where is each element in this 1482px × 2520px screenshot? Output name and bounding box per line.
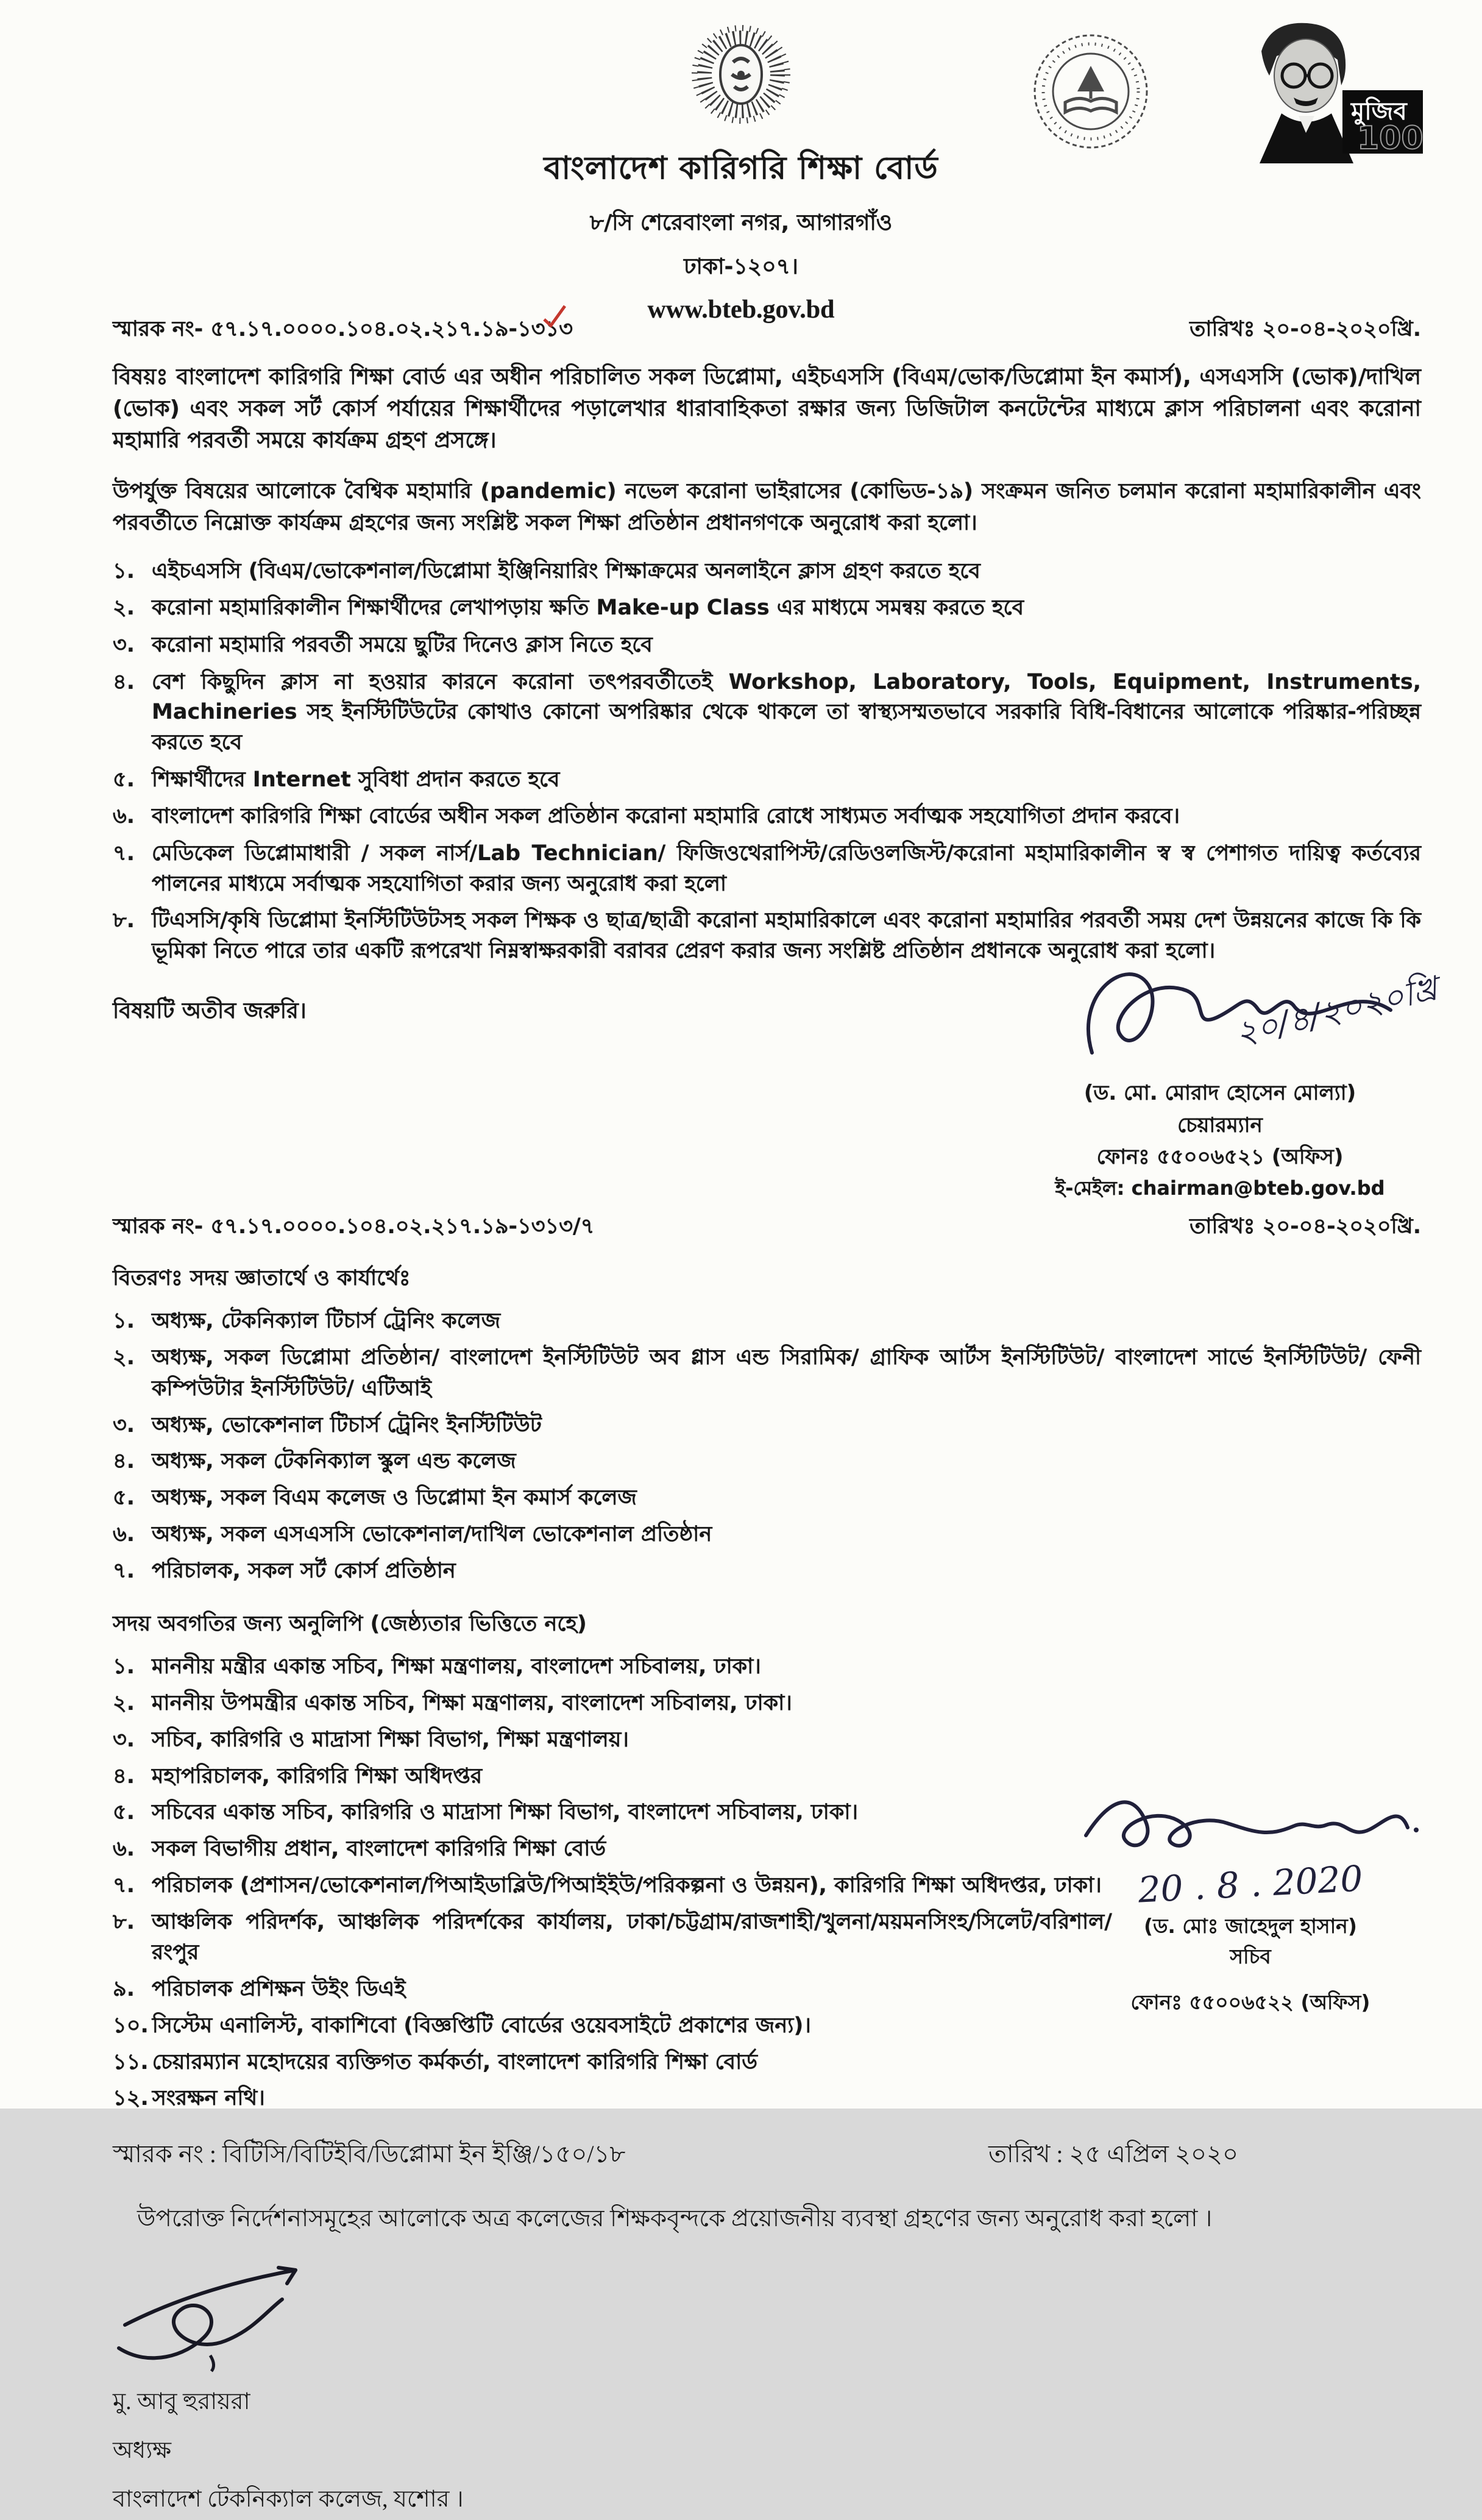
copy-item: ৭. পরিচালক (প্রশাসন/ভোকেশনাল/পিআইডাব্লিউ/পিআইইউ/পরিকল্পনা ও উন্নয়ন), কারিগরি শিক্ষা অধিদপ্তর, ঢাকা। <box>113 1873 1102 1898</box>
copy-item: ১০. সিস্টেম এনালিস্ট, বাকাশিবো (বিজ্ঞপ্তিটি বোর্ডের ওয়েবসাইটে প্রকাশের জন্য)। <box>113 2013 811 2038</box>
memo-line-3 <box>113 2135 1421 2176</box>
distribution-item: ৫. অধ্যক্ষ, সকল বিএম কলেজ ও ডিপ্লোমা ইন কমার্স কলেজ <box>113 1486 637 1511</box>
principal-signature-icon <box>113 2252 381 2374</box>
directive-item: ৮. টিএসসি/কৃষি ডিপ্লোমা ইনস্টিটিউটসহ সকল শিক্ষক ও ছাত্র/ছাত্রী করোনা মহামারিকালে এবং করোনা মহামারির পরবর্তী সময় দেশ উন্নয়নের কাজে কি কি ভূমিকা নিতে পারে তার একটি রূপরেখা নিম্নস্বাক্ষরকারী বরাবর প্রেরণ করার জন্য সংশ্লিষ্ট প্রতিষ্ঠান প্রধানকে অনুরোধ করা হলো। <box>113 908 1421 964</box>
directive-item: ৭. মেডিকেল ডিপ্লোমাধারী / সকল নার্স/Lab Technician/ ফিজিওথেরাপিস্ট/রেডিওলজিস্ট/করোনা মহামারিকালীন স্ব স্ব পেশাগত দায়িত্ব কর্তব্যের পালনের মাধ্যমে সর্বাত্মক সহযোগিতা করার জন্য অনুরোধ করা হলো <box>113 841 1421 896</box>
copy-item: ৪. মহাপরিচালক, কারিগরি শিক্ষা অধিদপ্তর <box>113 1764 483 1789</box>
red-checkmark-icon <box>539 302 569 329</box>
copy-item: ৬. সকল বিভাগীয় প্রধান, বাংলাদেশ কারিগরি শিক্ষা বোর্ড <box>113 1837 606 1862</box>
address-line-2: ঢাকা-১২০৭। <box>684 254 798 279</box>
address-line-1: ৮/সি শেরেবাংলা নগর, আগারগাঁও <box>589 210 893 235</box>
mujib-word: মুজিব <box>1351 98 1407 126</box>
chairman-email: chairman@bteb.gov.bd <box>1131 1176 1385 1200</box>
copy-item: ৫. সচিবের একান্ত সচিব, কারিগরি ও মাদ্রাসা শিক্ষা বিভাগ, বাংলাদেশ সচিবালয়, ঢাকা। <box>113 1800 858 1825</box>
secretary-hand-date: 20 . 8 . 2020 <box>1136 1857 1364 1912</box>
copy-item: ৮. আঞ্চলিক পরিদর্শক, আঞ্চলিক পরিদর্শকের কার্যালয়, ঢাকা/চট্টগ্রাম/রাজশাহী/খুলনা/ময়মনসিংহ/সিলেট/বরিশাল/রংপুর <box>113 1909 1112 1965</box>
memo-line-2 <box>113 1209 1421 1245</box>
closing-instruction: উপরোক্ত নির্দেশনাসমূহের আলোকে অত্র কলেজের শিক্ষকবৃন্দকে প্রয়োজনীয় ব্যবস্থা গ্রহণের জন্য অনুরোধ করা হলো । <box>137 2205 1213 2232</box>
copy-item: ৩. সচিব, কারিগরি ও মাদ্রাসা শিক্ষা বিভাগ, শিক্ষা মন্ত্রণালয়। <box>113 1727 629 1752</box>
chairman-title: চেয়ারম্যান <box>1177 1112 1263 1137</box>
secretary-name: (ড. মোঃ জাহেদুল হাসান) <box>1144 1914 1357 1938</box>
distribution-heading: বিতরণঃ সদয় জ্ঞাতার্থে ও কার্যার্থেঃ <box>113 1266 411 1291</box>
memo-date-1: তারিখঃ ২০-০৪-২০২০খ্রি. <box>1190 317 1421 341</box>
secretary-phone: ফোনঃ ৫৫০০৬৫২২ (অফিস) <box>1130 1990 1370 2015</box>
secretary-signature-block <box>1068 1771 1433 2018</box>
distribution-item: ২. অধ্যক্ষ, সকল ডিপ্লোমা প্রতিষ্ঠান/ বাংলাদেশ ইনস্টিটিউট অব গ্লাস এন্ড সিরামিক/ গ্রাফিক আর্টস ইনস্টিটিউট/ বাংলাদেশ সার্ভে ইনস্টিটিউট/ ফেনী কম্পিউটার ইনস্টিটিউট/ এটিআই <box>113 1345 1421 1401</box>
memo-line-1 <box>113 312 1421 348</box>
memo-number-3: স্মারক নং : বিটিসি/বিটিইবি/ডিপ্লোমা ইন ইঞ্জি/১৫০/১৮ <box>113 2140 626 2168</box>
chairman-name: (ড. মো. মোরাদ হোসেন মোল্যা) <box>1083 1080 1356 1105</box>
circular-book-stamp-icon <box>1030 30 1152 152</box>
copy-item: ১১. চেয়ারম্যান মহোদয়ের ব্যক্তিগত কর্মকর্তা, বাংলাদেশ কারিগরি শিক্ষা বোর্ড <box>113 2049 758 2074</box>
memo-number-2: স্মারক নং- ৫৭.১৭.০০০০.১০৪.০২.২১৭.১৯-১৩১৩/৭ <box>113 1214 595 1239</box>
copy-item: ১. মাননীয় মন্ত্রীর একান্ত সচিব, শিক্ষা মন্ত্রণালয়, বাংলাদেশ সচিবালয়, ঢাকা। <box>113 1654 761 1679</box>
directive-item: ৪. বেশ কিছুদিন ক্লাস না হওয়ার কারনে করোনা তৎপরবর্তীতেই Workshop, Laboratory, Tools, Equipment, Instruments, Machineries সহ ইনস্টিটিউটের কোথাও কোনো অপরিষ্কার থেকে থাকলে তা স্বাস্থ্যসম্মতভাবে সরকারি বিধি-বিধানের আলোকে পরিষ্কার-পরিচ্ছন্ন করতে হবে <box>113 669 1421 755</box>
principal-signature-block <box>113 2252 1421 2520</box>
distribution-item: ৪. অধ্যক্ষ, সকল টেকনিক্যাল স্কুল এন্ড কলেজ <box>113 1449 516 1474</box>
copy-item: ১২. সংরক্ষন নথি। <box>113 2086 265 2111</box>
chairman-hand-date: ২০/৪/২০২০খ্রি <box>1232 969 1441 1053</box>
distribution-item: ৩. অধ্যক্ষ, ভোকেশনাল টিচার্স ট্রেনিং ইনস্টিটিউট <box>113 1412 542 1437</box>
chairman-signature-block <box>1019 949 1441 1204</box>
distribution-list <box>113 1306 1421 1586</box>
chairman-email-line <box>1019 1173 1421 1204</box>
directive-list <box>113 557 1421 967</box>
secretary-title: সচিব <box>1230 1944 1271 1968</box>
mujib-100: 100 <box>1357 120 1424 157</box>
mujib-borsho-100-logo <box>1204 17 1429 163</box>
copy-item: ২. মাননীয় উপমন্ত্রীর একান্ত সচিব, শিক্ষা মন্ত্রণালয়, বাংলাদেশ সচিবালয়, ঢাকা। <box>113 1691 792 1716</box>
distribution-item: ১. অধ্যক্ষ, টেকনিক্যাল টিচার্স ট্রেনিং কলেজ <box>113 1309 501 1334</box>
memo-date-2: তারিখঃ ২০-০৪-২০২০খ্রি. <box>1190 1214 1421 1239</box>
directive-item: ১. এইচএসসি (বিএম/ভোকেশনাল/ডিপ্লোমা ইঞ্জিনিয়ারিং শিক্ষাক্রমের অনলাইনে ক্লাস গ্রহণ করতে হবে <box>113 558 980 583</box>
copy-heading: সদয় অবগতির জন্য অনুলিপি (জেষ্ঠ্যতার ভিত্তিতে নহে) <box>113 1612 587 1637</box>
letterhead <box>0 0 1482 324</box>
memo-number-1: স্মারক নং- ৫৭.১৭.০০০০.১০৪.০২.২১৭.১৯-১৩১৩ <box>113 317 573 341</box>
email-label: ই-মেইল: <box>1055 1176 1125 1200</box>
principal-organization: বাংলাদেশ টেকনিক্যাল কলেজ, যশোর । <box>113 2486 464 2512</box>
distribution-item: ৭. পরিচালক, সকল সর্ট কোর্স প্রতিষ্ঠান <box>113 1558 456 1583</box>
memo-date-3: তারিখ : ২৫ এপ্রিল ২০২০ <box>988 2140 1238 2168</box>
subject-line: বিষয়ঃ বাংলাদেশ কারিগরি শিক্ষা বোর্ড এর অধীন পরিচালিত সকল ডিপ্লোমা, এইচএসসি (বিএম/ভোক/ডিপ্লোমা ইন কমার্স), এসএসসি (ভোক)/দাখিল (ভোক) এবং সকল সর্ট কোর্স পর্যায়ের শিক্ষার্থীদের পড়ালেখার ধারাবাহিকতা রক্ষার জন্য ডিজিটাল কনটেন্টের মাধ্যমে ক্লাস পরিচালনা এবং করোনা মহামারি পরবর্তী সময়ে কার্যক্রম গ্রহণ প্রসঙ্গে। <box>113 365 1421 454</box>
chairman-phone: ফোনঃ ৫৫০০৬৫২১ (অফিস) <box>1096 1145 1344 1170</box>
website-url: www.bteb.gov.bd <box>647 296 835 324</box>
urgent-and-chairman-row <box>113 969 1441 1204</box>
principal-title: অধ্যক্ষ <box>113 2437 172 2463</box>
principal-name: মু. আবু হুরায়রা <box>113 2388 250 2415</box>
copy-section <box>113 1607 1421 2114</box>
intro-paragraph: উপর্যুক্ত বিষয়ের আলোকে বৈশ্বিক মহামারি (pandemic) নভেল করোনা ভাইরাসের (কোভিড-১৯) সংক্রমন জনিত চলমান করোনা মহামারিকালীন এবং পরবর্তীতে নিম্নোক্ত কার্যক্রম গ্রহণের জন্য সংশ্লিষ্ট সকল শিক্ষা প্রতিষ্ঠান প্রধানগণকে অনুরোধ করা হলো। <box>113 479 1421 536</box>
directive-item: ২. করোনা মহামারিকালীন শিক্ষার্থীদের লেখাপড়ায় ক্ষতি Make-up Class এর মাধ্যমে সমন্বয় করতে হবে <box>113 596 1024 621</box>
copy-list <box>113 1651 1112 2114</box>
bteb-monogram-seal-icon <box>689 15 793 140</box>
organization-name: বাংলাদেশ কারিগরি শিক্ষা বোর্ড <box>544 150 938 187</box>
directive-item: ৩. করোনা মহামারি পরবর্তী সময়ে ছুটির দিনেও ক্লাস নিতে হবে <box>113 632 653 657</box>
distribution-item: ৬. অধ্যক্ষ, সকল এসএসসি ভোকেশনাল/দাখিল ভোকেশনাল প্রতিষ্ঠান <box>113 1522 712 1547</box>
secretary-signature-icon <box>1074 1771 1427 1863</box>
directive-item: ৫. শিক্ষার্থীদের Internet সুবিধা প্রদান করতে হবে <box>113 767 560 792</box>
urgent-note: বিষয়টি অতীব জরুরি। <box>113 998 307 1023</box>
directive-item: ৬. বাংলাদেশ কারিগরি শিক্ষা বোর্ডের অধীন সকল প্রতিষ্ঠান করোনা মহামারি রোধে সাধ্যমত সর্বাত্মক সহযোগিতা প্রদান করবে। <box>113 804 1180 829</box>
copy-item: ৯. পরিচালক প্রশিক্ষন উইং ডিএই <box>113 1977 406 2002</box>
